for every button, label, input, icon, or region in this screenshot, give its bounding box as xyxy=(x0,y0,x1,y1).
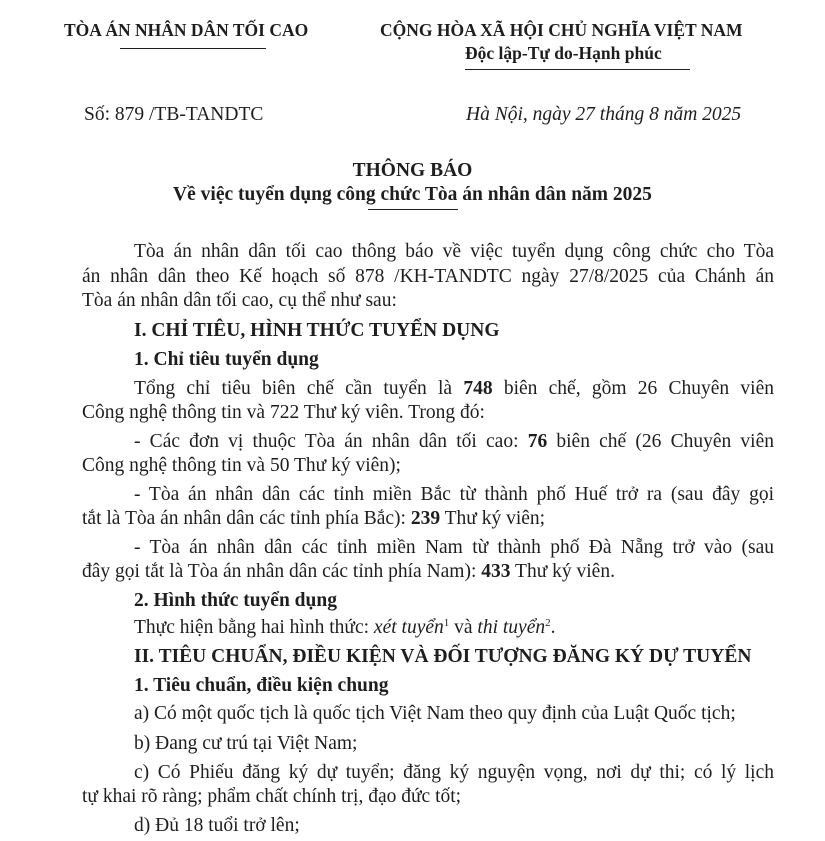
list-item: Công nghệ thông tin và 50 Thư ký viên); xyxy=(82,455,401,476)
subsection-heading: 1. Chỉ tiêu tuyển dụng xyxy=(134,349,319,370)
list-item: - Tòa án nhân dân các tỉnh miền Bắc từ thành phố Huế trở ra (sau đây gọi xyxy=(134,484,774,505)
section-heading: II. TIÊU CHUẨN, ĐIỀU KIỆN VÀ ĐỐI TƯỢNG ĐĂNG KÝ DỰ TUYỂN xyxy=(134,646,752,667)
list-item: - Các đơn vị thuộc Tòa án nhân dân tối cao: 76 biên chế (26 Chuyên viên xyxy=(134,431,774,452)
intro-line: án nhân dân theo Kế hoạch số 878 /KH-TANDTC ngày 27/8/2025 của Chánh án xyxy=(82,266,774,287)
footnote-ref: 2 xyxy=(545,617,551,629)
intro-line: Tòa án nhân dân tối cao, cụ thể như sau: xyxy=(82,290,397,311)
paragraph-line: Thực hiện bằng hai hình thức: xét tuyển$^1$ và thi tuyển$^2$. xyxy=(134,617,556,638)
motto: Độc lập-Tự do-Hạnh phúc xyxy=(465,43,662,63)
country-name: CỘNG HÒA XÃ HỘI CHỦ NGHĨA VIỆT NAM xyxy=(380,20,743,40)
title-underline xyxy=(368,209,458,210)
list-item: c) Có Phiếu đăng ký dự tuyển; đăng ký nguyện vọng, nơi dự thi; có lý lịch xyxy=(134,762,774,783)
list-item: b) Đang cư trú tại Việt Nam; xyxy=(134,733,358,754)
footnote-ref: 1 xyxy=(443,617,450,629)
document-subtitle: Về việc tuyển dụng công chức Tòa án nhân dân năm 2025 xyxy=(173,184,652,205)
document-title: THÔNG BÁO xyxy=(352,160,473,181)
section-heading: I. CHỈ TIÊU, HÌNH THỨC TUYỂN DỤNG xyxy=(134,320,500,341)
agency-name: TÒA ÁN NHÂN DÂN TỐI CAO xyxy=(64,20,309,40)
place-date: Hà Nội, ngày 27 tháng 8 năm 2025 xyxy=(466,104,742,125)
list-item: tự khai rõ ràng; phẩm chất chính trị, đạo đức tốt; xyxy=(82,786,462,807)
list-item: a) Có một quốc tịch là quốc tịch Việt Nam theo quy định của Luật Quốc tịch; xyxy=(134,703,736,724)
list-item: - Tòa án nhân dân các tỉnh miền Nam từ thành phố Đà Nẵng trở vào (sau xyxy=(134,537,774,558)
subsection-heading: 2. Hình thức tuyển dụng xyxy=(134,590,337,611)
document-number: Số: 879 /TB-TANDTC xyxy=(84,104,264,125)
motto-underline xyxy=(465,69,690,70)
list-item: đây gọi tắt là Tòa án nhân dân các tỉnh phía Nam): 433 Thư ký viên. xyxy=(82,561,615,582)
subsection-heading: 1. Tiêu chuẩn, điều kiện chung xyxy=(134,675,389,696)
paragraph-line: Công nghệ thông tin và 722 Thư ký viên. Trong đó: xyxy=(82,402,485,423)
list-item: tắt là Tòa án nhân dân các tỉnh phía Bắc): 239 Thư ký viên; xyxy=(82,508,546,529)
list-item: d) Đủ 18 tuổi trở lên; xyxy=(134,815,300,836)
intro-line: Tòa án nhân dân tối cao thông báo về việc tuyển dụng công chức cho Tòa xyxy=(134,241,774,262)
agency-underline xyxy=(120,48,266,49)
paragraph-line: Tổng chỉ tiêu biên chế cần tuyển là 748 biên chế, gồm 26 Chuyên viên xyxy=(134,378,774,399)
